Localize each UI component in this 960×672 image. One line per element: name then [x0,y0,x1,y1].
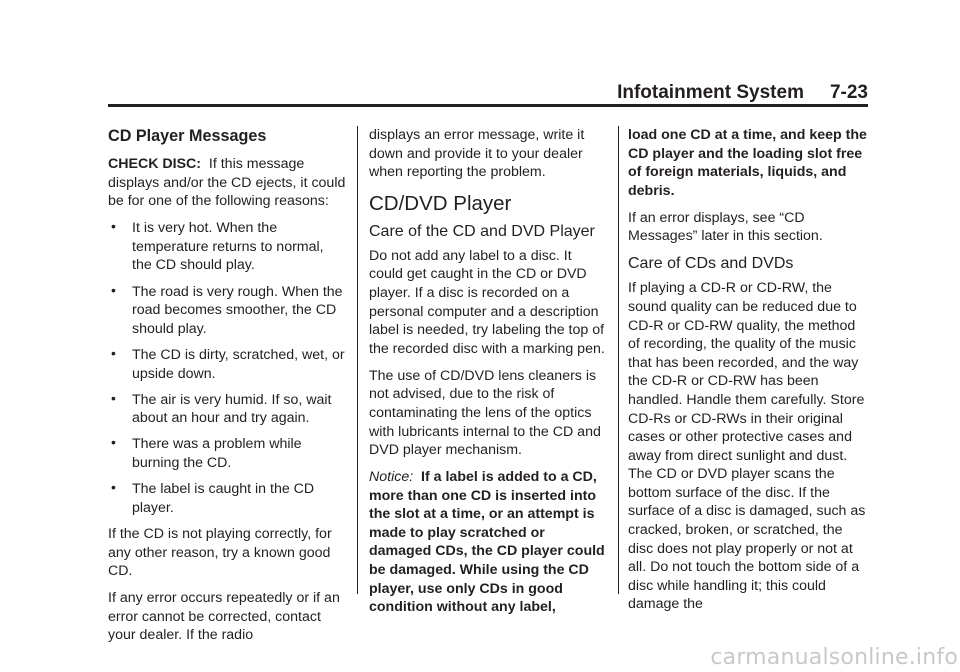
bullet-icon: • [111,434,116,451]
column-middle [369,126,606,625]
subheading-care-of-cds: Care of CDs and DVDs [628,255,794,273]
list-item: • The road is very rough. When the road becomes smoother, the CD should play. [111,281,343,337]
heading-cd-dvd-player: CD/DVD Player [369,191,512,215]
list-item: • The air is very humid. If so, wait about an hour and try again. [111,389,332,427]
paragraph: If an error displays, see “CD Messages” later in this section. [628,209,823,245]
notice-label: Notice: [369,469,414,486]
bullet-icon: • [111,344,116,361]
list-item: • The label is caught in the CD player. [111,479,315,516]
list-item: • The CD is dirty, scratched, wet, or upside down. [111,344,345,382]
paragraph: If the CD is not playing correctly, for any other reason, try a known good CD. [108,526,332,580]
column-right [628,126,868,622]
paragraph: If playing a CD-R or CD-RW, the sound quality can be reduced due to CD-R or CD-RW quality, the method of recording, the quality of the music that has been recorded, and the way the CD-R or CD-RW has been handled. Handle them carefully. Store CD-Rs or CD-RWs in their original cases or other protective cases and away from direct sunlight and dust. The CD or DVD player scans the bottom surface of the disc. If the surface of a disc is damaged, such as cracked, broken, or scratched, the disc does not play properly or not at all. Do not touch the bottom side of a disc while handling it; this could damage the [628,280,866,613]
header-rule [108,104,868,107]
bullet-icon: • [111,218,116,235]
list-item: • It is very hot. When the temperature returns to normal, the CD should play. [111,218,324,274]
check-disc-text: If this message displays and/or the CD ejects, it could be for one of the following reasons: [108,156,346,210]
paragraph: If any error occurs repeatedly or if an error cannot be corrected, contact your dealer. If the radio [108,590,340,644]
notice-text: If a label is added to a CD, more than one CD is inserted into the slot at a time, or an attempt is made to play scratched or damaged CDs, the CD player could be damaged. While using the CD player, use only CDs in good condition without any label, [369,469,605,616]
column-divider [357,126,358,594]
column-left [108,126,346,653]
paragraph: Do not add any label to a disc. It could get caught in the CD or DVD player. If a disc is recorded on a personal computer and a description label is needed, try labeling the top of the recorded disc with a marking pen. [369,247,605,357]
section-title: Infotainment System [617,82,804,103]
list-item: • There was a problem while burning the CD. [111,434,302,472]
column-divider [618,126,619,594]
watermark: carmanualsonline.info [710,645,958,670]
page-number: 7-23 [829,82,868,103]
bullet-icon: • [111,479,116,496]
paragraph: displays an error message, write it down and provide it to your dealer when reporting the problem. [369,127,585,181]
notice-paragraph [369,468,606,617]
subheading-care-of-player: Care of the CD and DVD Player [369,222,595,240]
notice-continuation: load one CD at a time, and keep the CD player and the loading slot free of foreign materials, liquids, and debris. [628,127,867,199]
paragraph: The use of CD/DVD lens cleaners is not advised, due to the risk of contaminating the lens of the optics with lubricants internal to the CD and DVD player mechanism. [369,367,601,459]
bullet-icon: • [111,281,116,298]
page-header [108,80,868,106]
check-disc-paragraph [108,155,346,211]
bullet-icon: • [111,389,116,406]
heading-cd-player-messages: CD Player Messages [108,127,267,145]
check-disc-label: CHECK DISC: [108,156,202,172]
reasons-list [108,219,346,517]
